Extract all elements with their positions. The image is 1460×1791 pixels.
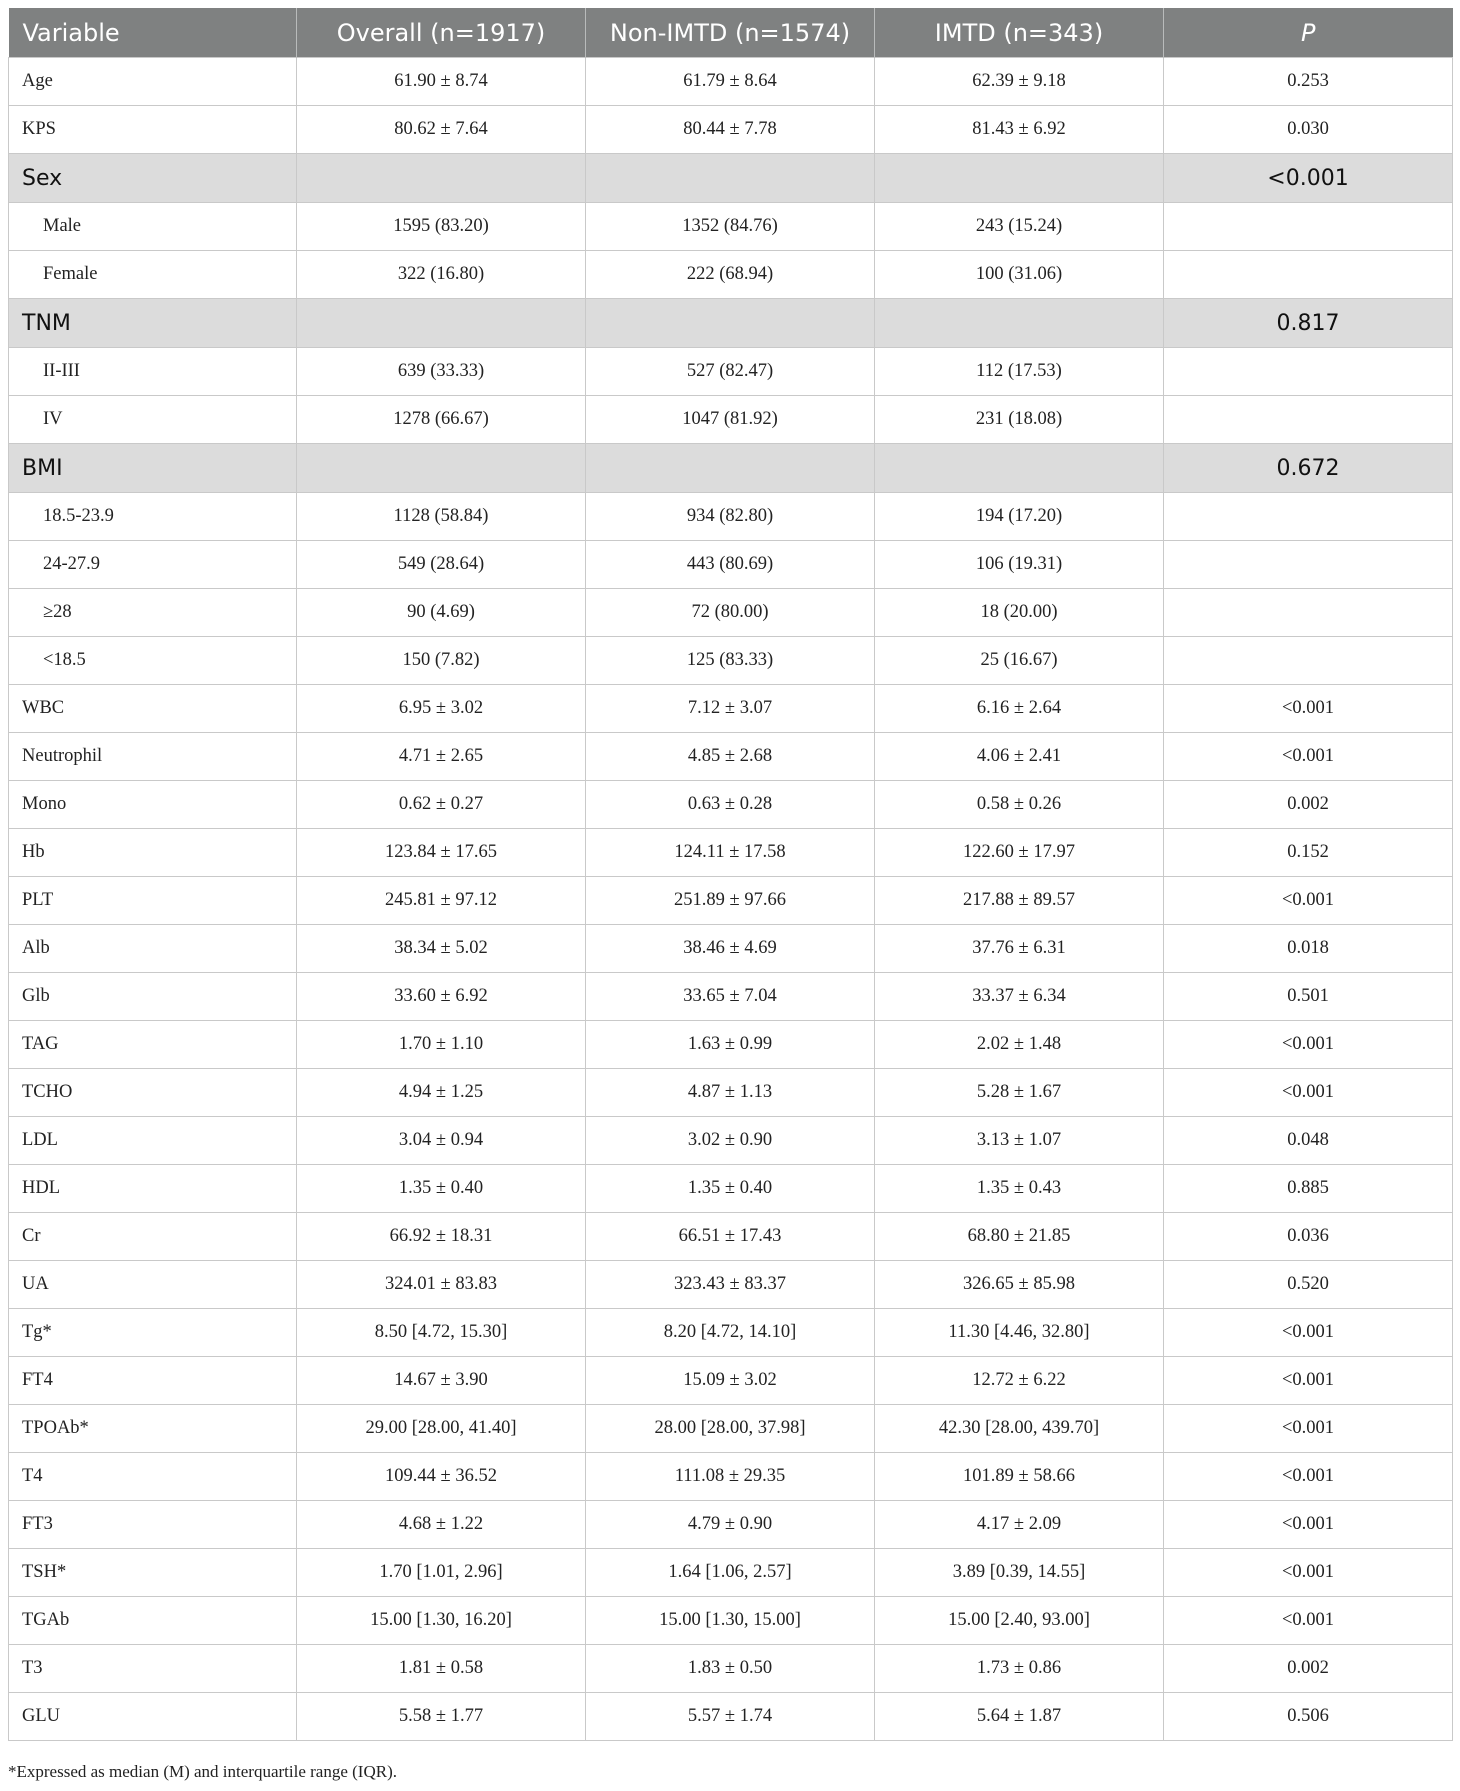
variable-cell: BMI [9, 444, 297, 493]
p-value-cell [1164, 541, 1453, 589]
non-imtd-cell: 323.43 ± 83.37 [586, 1261, 875, 1309]
overall-cell: 80.62 ± 7.64 [297, 106, 586, 154]
imtd-cell: 42.30 [28.00, 439.70] [875, 1405, 1164, 1453]
p-value-cell: 0.501 [1164, 973, 1453, 1021]
overall-cell: 3.04 ± 0.94 [297, 1117, 586, 1165]
table-row [9, 925, 1453, 973]
non-imtd-cell: 1.35 ± 0.40 [586, 1165, 875, 1213]
table-row [9, 1213, 1453, 1261]
overall-cell: 1.70 ± 1.10 [297, 1021, 586, 1069]
variable-cell: 18.5-23.9 [9, 493, 297, 541]
variable-cell: TCHO [9, 1069, 297, 1117]
table-header-row [9, 8, 1453, 58]
variable-cell: II-III [9, 348, 297, 396]
table-row [9, 1117, 1453, 1165]
p-value-cell: 0.036 [1164, 1213, 1453, 1261]
imtd-cell: 106 (19.31) [875, 541, 1164, 589]
overall-cell: 150 (7.82) [297, 637, 586, 685]
variable-cell: Age [9, 58, 297, 106]
overall-cell: 61.90 ± 8.74 [297, 58, 586, 106]
imtd-cell [875, 444, 1164, 493]
overall-cell: 4.68 ± 1.22 [297, 1501, 586, 1549]
imtd-cell: 100 (31.06) [875, 251, 1164, 299]
non-imtd-cell: 125 (83.33) [586, 637, 875, 685]
imtd-cell [875, 154, 1164, 203]
p-value-cell [1164, 251, 1453, 299]
subcategory-row [9, 541, 1453, 589]
table-row [9, 733, 1453, 781]
non-imtd-cell [586, 154, 875, 203]
table-row [9, 877, 1453, 925]
p-value-cell [1164, 637, 1453, 685]
imtd-cell: 3.89 [0.39, 14.55] [875, 1549, 1164, 1597]
overall-cell: 8.50 [4.72, 15.30] [297, 1309, 586, 1357]
non-imtd-cell: 4.85 ± 2.68 [586, 733, 875, 781]
imtd-cell: 1.73 ± 0.86 [875, 1645, 1164, 1693]
overall-cell: 322 (16.80) [297, 251, 586, 299]
table-row [9, 1405, 1453, 1453]
p-value-cell: 0.152 [1164, 829, 1453, 877]
non-imtd-cell [586, 299, 875, 348]
p-value-cell: <0.001 [1164, 685, 1453, 733]
p-value-cell [1164, 396, 1453, 444]
imtd-cell: 2.02 ± 1.48 [875, 1021, 1164, 1069]
overall-cell: 14.67 ± 3.90 [297, 1357, 586, 1405]
p-value-cell: 0.253 [1164, 58, 1453, 106]
variable-cell: IV [9, 396, 297, 444]
p-value-cell: <0.001 [1164, 1549, 1453, 1597]
non-imtd-cell: 527 (82.47) [586, 348, 875, 396]
p-value-cell [1164, 203, 1453, 251]
overall-cell [297, 299, 586, 348]
overall-cell: 1595 (83.20) [297, 203, 586, 251]
imtd-cell: 231 (18.08) [875, 396, 1164, 444]
overall-cell: 38.34 ± 5.02 [297, 925, 586, 973]
overall-cell: 4.94 ± 1.25 [297, 1069, 586, 1117]
variable-cell: TGAb [9, 1597, 297, 1645]
overall-cell: 123.84 ± 17.65 [297, 829, 586, 877]
non-imtd-cell: 80.44 ± 7.78 [586, 106, 875, 154]
p-value-cell [1164, 589, 1453, 637]
imtd-cell: 122.60 ± 17.97 [875, 829, 1164, 877]
table-row [9, 1453, 1453, 1501]
non-imtd-cell: 1.83 ± 0.50 [586, 1645, 875, 1693]
subcategory-row [9, 396, 1453, 444]
overall-cell: 4.71 ± 2.65 [297, 733, 586, 781]
imtd-cell: 243 (15.24) [875, 203, 1164, 251]
non-imtd-cell: 38.46 ± 4.69 [586, 925, 875, 973]
non-imtd-cell: 5.57 ± 1.74 [586, 1693, 875, 1741]
subcategory-row [9, 493, 1453, 541]
p-value-cell: 0.817 [1164, 299, 1453, 348]
overall-cell: 245.81 ± 97.12 [297, 877, 586, 925]
table-row [9, 1309, 1453, 1357]
table-row [9, 1549, 1453, 1597]
p-value-cell: 0.048 [1164, 1117, 1453, 1165]
p-value-cell: <0.001 [1164, 154, 1453, 203]
variable-cell: Neutrophil [9, 733, 297, 781]
non-imtd-cell: 15.00 [1.30, 15.00] [586, 1597, 875, 1645]
overall-cell: 1.81 ± 0.58 [297, 1645, 586, 1693]
overall-cell: 66.92 ± 18.31 [297, 1213, 586, 1261]
header-variable: Variable [9, 8, 297, 58]
non-imtd-cell: 66.51 ± 17.43 [586, 1213, 875, 1261]
p-value-cell: <0.001 [1164, 877, 1453, 925]
variable-cell: PLT [9, 877, 297, 925]
overall-cell: 1278 (66.67) [297, 396, 586, 444]
variable-cell: 24-27.9 [9, 541, 297, 589]
imtd-cell: 1.35 ± 0.43 [875, 1165, 1164, 1213]
variable-cell: KPS [9, 106, 297, 154]
imtd-cell: 5.28 ± 1.67 [875, 1069, 1164, 1117]
table-body [9, 58, 1453, 1741]
overall-cell: 0.62 ± 0.27 [297, 781, 586, 829]
imtd-cell: 5.64 ± 1.87 [875, 1693, 1164, 1741]
variable-cell: TNM [9, 299, 297, 348]
imtd-cell: 62.39 ± 9.18 [875, 58, 1164, 106]
non-imtd-cell: 4.87 ± 1.13 [586, 1069, 875, 1117]
variable-cell: HDL [9, 1165, 297, 1213]
p-value-cell [1164, 348, 1453, 396]
non-imtd-cell: 28.00 [28.00, 37.98] [586, 1405, 875, 1453]
non-imtd-cell: 251.89 ± 97.66 [586, 877, 875, 925]
variable-cell: FT3 [9, 1501, 297, 1549]
variable-cell: GLU [9, 1693, 297, 1741]
table-row [9, 1165, 1453, 1213]
imtd-cell: 4.17 ± 2.09 [875, 1501, 1164, 1549]
overall-cell: 324.01 ± 83.83 [297, 1261, 586, 1309]
group-header-row [9, 444, 1453, 493]
variable-cell: ≥28 [9, 589, 297, 637]
p-value-cell: <0.001 [1164, 1069, 1453, 1117]
non-imtd-cell: 33.65 ± 7.04 [586, 973, 875, 1021]
p-value-cell: <0.001 [1164, 1309, 1453, 1357]
baseline-characteristics-table [8, 8, 1453, 1741]
imtd-cell: 12.72 ± 6.22 [875, 1357, 1164, 1405]
overall-cell: 1.35 ± 0.40 [297, 1165, 586, 1213]
overall-cell: 15.00 [1.30, 16.20] [297, 1597, 586, 1645]
table-row [9, 1261, 1453, 1309]
subcategory-row [9, 348, 1453, 396]
non-imtd-cell: 1.63 ± 0.99 [586, 1021, 875, 1069]
p-value-cell [1164, 493, 1453, 541]
table-row [9, 58, 1453, 106]
overall-cell: 1128 (58.84) [297, 493, 586, 541]
overall-cell: 29.00 [28.00, 41.40] [297, 1405, 586, 1453]
table-row [9, 1021, 1453, 1069]
p-value-cell: <0.001 [1164, 1597, 1453, 1645]
overall-cell: 1.70 [1.01, 2.96] [297, 1549, 586, 1597]
imtd-cell: 18 (20.00) [875, 589, 1164, 637]
variable-cell: WBC [9, 685, 297, 733]
table-row [9, 1597, 1453, 1645]
variable-cell: Hb [9, 829, 297, 877]
imtd-cell: 0.58 ± 0.26 [875, 781, 1164, 829]
imtd-cell: 37.76 ± 6.31 [875, 925, 1164, 973]
variable-cell: Tg* [9, 1309, 297, 1357]
header-p-value: P [1164, 8, 1453, 58]
table-footnote: *Expressed as median (M) and interquartile range (IQR). [8, 1762, 397, 1781]
variable-cell: UA [9, 1261, 297, 1309]
overall-cell: 6.95 ± 3.02 [297, 685, 586, 733]
non-imtd-cell: 4.79 ± 0.90 [586, 1501, 875, 1549]
p-value-cell: 0.002 [1164, 781, 1453, 829]
table-row [9, 1069, 1453, 1117]
header-overall: Overall (n=1917) [297, 8, 586, 58]
p-value-cell: 0.520 [1164, 1261, 1453, 1309]
table-row [9, 1693, 1453, 1741]
subcategory-row [9, 637, 1453, 685]
overall-cell [297, 154, 586, 203]
non-imtd-cell: 1.64 [1.06, 2.57] [586, 1549, 875, 1597]
variable-cell: Female [9, 251, 297, 299]
non-imtd-cell: 8.20 [4.72, 14.10] [586, 1309, 875, 1357]
imtd-cell: 3.13 ± 1.07 [875, 1117, 1164, 1165]
variable-cell: FT4 [9, 1357, 297, 1405]
table-container [8, 8, 1452, 1741]
group-header-row [9, 299, 1453, 348]
overall-cell: 5.58 ± 1.77 [297, 1693, 586, 1741]
p-value-cell: <0.001 [1164, 1501, 1453, 1549]
non-imtd-cell: 1352 (84.76) [586, 203, 875, 251]
p-value-cell: 0.506 [1164, 1693, 1453, 1741]
imtd-cell: 81.43 ± 6.92 [875, 106, 1164, 154]
non-imtd-cell: 222 (68.94) [586, 251, 875, 299]
imtd-cell: 25 (16.67) [875, 637, 1164, 685]
imtd-cell [875, 299, 1164, 348]
p-value-cell: <0.001 [1164, 1357, 1453, 1405]
variable-cell: Cr [9, 1213, 297, 1261]
non-imtd-cell: 111.08 ± 29.35 [586, 1453, 875, 1501]
table-row [9, 685, 1453, 733]
imtd-cell: 101.89 ± 58.66 [875, 1453, 1164, 1501]
table-row [9, 781, 1453, 829]
subcategory-row [9, 251, 1453, 299]
table-row [9, 1501, 1453, 1549]
variable-cell: T4 [9, 1453, 297, 1501]
variable-cell: Mono [9, 781, 297, 829]
non-imtd-cell: 934 (82.80) [586, 493, 875, 541]
p-value-cell: <0.001 [1164, 1453, 1453, 1501]
non-imtd-cell: 443 (80.69) [586, 541, 875, 589]
variable-cell: <18.5 [9, 637, 297, 685]
non-imtd-cell: 72 (80.00) [586, 589, 875, 637]
imtd-cell: 326.65 ± 85.98 [875, 1261, 1164, 1309]
imtd-cell: 11.30 [4.46, 32.80] [875, 1309, 1164, 1357]
imtd-cell: 112 (17.53) [875, 348, 1164, 396]
p-value-cell: 0.002 [1164, 1645, 1453, 1693]
table-row [9, 829, 1453, 877]
variable-cell: TAG [9, 1021, 297, 1069]
non-imtd-cell: 0.63 ± 0.28 [586, 781, 875, 829]
overall-cell: 109.44 ± 36.52 [297, 1453, 586, 1501]
non-imtd-cell: 7.12 ± 3.07 [586, 685, 875, 733]
p-value-cell: 0.885 [1164, 1165, 1453, 1213]
non-imtd-cell: 1047 (81.92) [586, 396, 875, 444]
table-row [9, 1357, 1453, 1405]
imtd-cell: 68.80 ± 21.85 [875, 1213, 1164, 1261]
overall-cell: 33.60 ± 6.92 [297, 973, 586, 1021]
subcategory-row [9, 203, 1453, 251]
group-header-row [9, 154, 1453, 203]
overall-cell: 90 (4.69) [297, 589, 586, 637]
variable-cell: Male [9, 203, 297, 251]
header-imtd: IMTD (n=343) [875, 8, 1164, 58]
variable-cell: Glb [9, 973, 297, 1021]
imtd-cell: 33.37 ± 6.34 [875, 973, 1164, 1021]
variable-cell: LDL [9, 1117, 297, 1165]
non-imtd-cell: 61.79 ± 8.64 [586, 58, 875, 106]
p-value-cell: <0.001 [1164, 733, 1453, 781]
table-row [9, 973, 1453, 1021]
imtd-cell: 217.88 ± 89.57 [875, 877, 1164, 925]
variable-cell: Alb [9, 925, 297, 973]
variable-cell: T3 [9, 1645, 297, 1693]
table-row [9, 1645, 1453, 1693]
subcategory-row [9, 589, 1453, 637]
overall-cell: 549 (28.64) [297, 541, 586, 589]
variable-cell: TSH* [9, 1549, 297, 1597]
non-imtd-cell: 3.02 ± 0.90 [586, 1117, 875, 1165]
variable-cell: TPOAb* [9, 1405, 297, 1453]
imtd-cell: 194 (17.20) [875, 493, 1164, 541]
imtd-cell: 4.06 ± 2.41 [875, 733, 1164, 781]
table-row [9, 106, 1453, 154]
imtd-cell: 15.00 [2.40, 93.00] [875, 1597, 1164, 1645]
overall-cell [297, 444, 586, 493]
overall-cell: 639 (33.33) [297, 348, 586, 396]
non-imtd-cell [586, 444, 875, 493]
p-value-cell: 0.672 [1164, 444, 1453, 493]
p-value-cell: <0.001 [1164, 1021, 1453, 1069]
non-imtd-cell: 124.11 ± 17.58 [586, 829, 875, 877]
imtd-cell: 6.16 ± 2.64 [875, 685, 1164, 733]
p-value-cell: <0.001 [1164, 1405, 1453, 1453]
p-value-cell: 0.030 [1164, 106, 1453, 154]
non-imtd-cell: 15.09 ± 3.02 [586, 1357, 875, 1405]
header-non-imtd: Non-IMTD (n=1574) [586, 8, 875, 58]
p-value-cell: 0.018 [1164, 925, 1453, 973]
variable-cell: Sex [9, 154, 297, 203]
